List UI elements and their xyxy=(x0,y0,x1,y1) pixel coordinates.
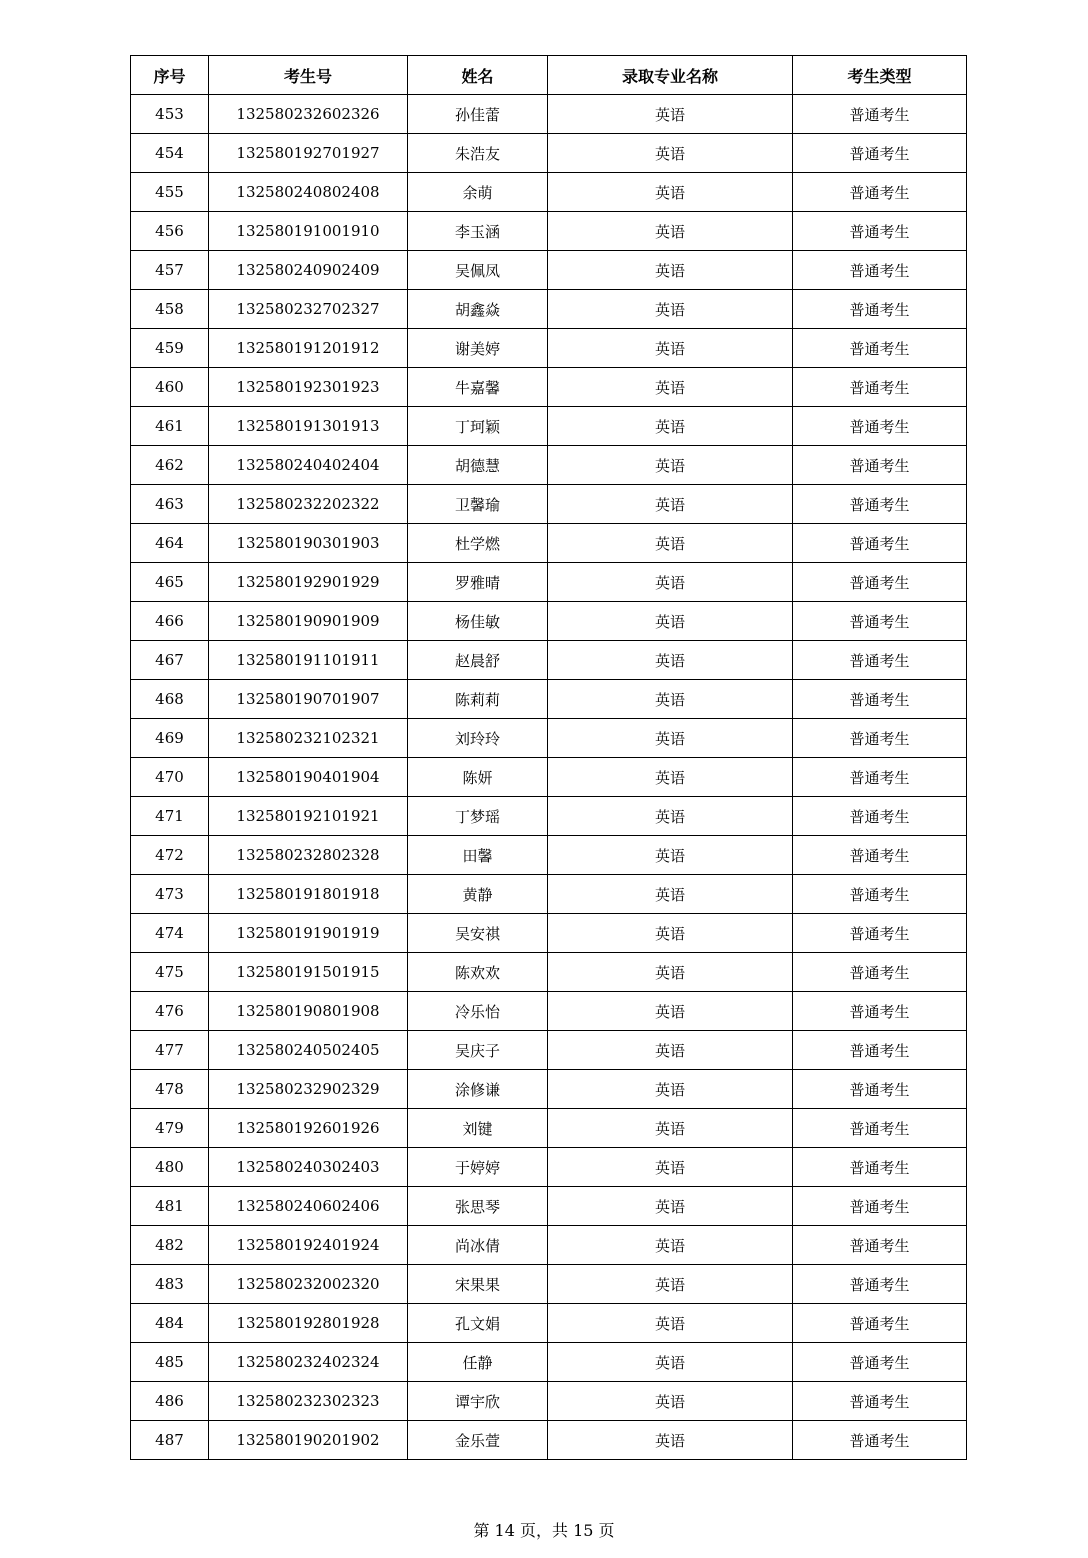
cell-candidate-number: 132580240302403 xyxy=(209,1148,408,1187)
table-row xyxy=(131,836,967,875)
table-row xyxy=(131,1421,967,1460)
table-row xyxy=(131,602,967,641)
admission-table xyxy=(130,55,967,1460)
cell-serial: 453 xyxy=(131,95,209,134)
cell-candidate-number: 132580192301923 xyxy=(209,368,408,407)
cell-candidate-number: 132580190301903 xyxy=(209,524,408,563)
cell-candidate-number: 132580191001910 xyxy=(209,212,408,251)
cell-serial: 456 xyxy=(131,212,209,251)
cell-candidate-number: 132580240502405 xyxy=(209,1031,408,1070)
table-row xyxy=(131,134,967,173)
cell-major: 英语 xyxy=(548,1226,793,1265)
cell-serial: 465 xyxy=(131,563,209,602)
cell-major: 英语 xyxy=(548,992,793,1031)
cell-serial: 466 xyxy=(131,602,209,641)
table-row xyxy=(131,953,967,992)
cell-serial: 472 xyxy=(131,836,209,875)
cell-candidate-type: 普通考生 xyxy=(793,446,967,485)
cell-candidate-type: 普通考生 xyxy=(793,1148,967,1187)
cell-major: 英语 xyxy=(548,134,793,173)
table-row xyxy=(131,1265,967,1304)
cell-name: 陈妍 xyxy=(408,758,548,797)
cell-candidate-number: 132580232602326 xyxy=(209,95,408,134)
cell-name: 杜学燃 xyxy=(408,524,548,563)
cell-serial: 483 xyxy=(131,1265,209,1304)
cell-serial: 464 xyxy=(131,524,209,563)
cell-serial: 459 xyxy=(131,329,209,368)
cell-serial: 475 xyxy=(131,953,209,992)
cell-name: 卫馨瑜 xyxy=(408,485,548,524)
table-row xyxy=(131,1031,967,1070)
cell-serial: 482 xyxy=(131,1226,209,1265)
cell-name: 黄静 xyxy=(408,875,548,914)
cell-candidate-number: 132580232702327 xyxy=(209,290,408,329)
cell-candidate-type: 普通考生 xyxy=(793,212,967,251)
cell-candidate-type: 普通考生 xyxy=(793,953,967,992)
cell-candidate-type: 普通考生 xyxy=(793,758,967,797)
cell-name: 牛嘉馨 xyxy=(408,368,548,407)
cell-candidate-number: 132580192601926 xyxy=(209,1109,408,1148)
cell-candidate-type: 普通考生 xyxy=(793,836,967,875)
cell-serial: 487 xyxy=(131,1421,209,1460)
cell-name: 谭宇欣 xyxy=(408,1382,548,1421)
cell-candidate-type: 普通考生 xyxy=(793,992,967,1031)
cell-serial: 458 xyxy=(131,290,209,329)
cell-candidate-type: 普通考生 xyxy=(793,329,967,368)
cell-major: 英语 xyxy=(548,446,793,485)
table-row xyxy=(131,1304,967,1343)
cell-serial: 473 xyxy=(131,875,209,914)
cell-candidate-type: 普通考生 xyxy=(793,1382,967,1421)
cell-candidate-number: 132580190901909 xyxy=(209,602,408,641)
cell-name: 吴安祺 xyxy=(408,914,548,953)
cell-candidate-type: 普通考生 xyxy=(793,719,967,758)
table-row xyxy=(131,446,967,485)
cell-candidate-number: 132580240602406 xyxy=(209,1187,408,1226)
cell-name: 赵晨舒 xyxy=(408,641,548,680)
table-row xyxy=(131,1187,967,1226)
cell-name: 胡德慧 xyxy=(408,446,548,485)
table-header-row xyxy=(131,56,967,95)
table-row xyxy=(131,992,967,1031)
cell-candidate-number: 132580192701927 xyxy=(209,134,408,173)
cell-candidate-type: 普通考生 xyxy=(793,1343,967,1382)
cell-serial: 478 xyxy=(131,1070,209,1109)
cell-candidate-number: 132580191101911 xyxy=(209,641,408,680)
cell-major: 英语 xyxy=(548,95,793,134)
cell-candidate-type: 普通考生 xyxy=(793,134,967,173)
cell-major: 英语 xyxy=(548,1343,793,1382)
cell-name: 刘键 xyxy=(408,1109,548,1148)
table-row xyxy=(131,251,967,290)
cell-serial: 469 xyxy=(131,719,209,758)
cell-name: 丁梦瑶 xyxy=(408,797,548,836)
cell-major: 英语 xyxy=(548,485,793,524)
cell-major: 英语 xyxy=(548,1187,793,1226)
table-row xyxy=(131,212,967,251)
cell-major: 英语 xyxy=(548,836,793,875)
table-row xyxy=(131,1343,967,1382)
cell-major: 英语 xyxy=(548,212,793,251)
cell-candidate-number: 132580192901929 xyxy=(209,563,408,602)
table-row xyxy=(131,173,967,212)
table-row xyxy=(131,680,967,719)
table-row xyxy=(131,485,967,524)
header-major: 录取专业名称 xyxy=(548,56,793,95)
cell-candidate-number: 132580190201902 xyxy=(209,1421,408,1460)
cell-serial: 481 xyxy=(131,1187,209,1226)
cell-candidate-number: 132580191301913 xyxy=(209,407,408,446)
table-row xyxy=(131,914,967,953)
cell-major: 英语 xyxy=(548,524,793,563)
cell-name: 杨佳敏 xyxy=(408,602,548,641)
table-body xyxy=(131,95,967,1460)
cell-serial: 474 xyxy=(131,914,209,953)
cell-name: 吴庆子 xyxy=(408,1031,548,1070)
cell-candidate-type: 普通考生 xyxy=(793,1109,967,1148)
cell-candidate-type: 普通考生 xyxy=(793,1304,967,1343)
cell-name: 丁珂颖 xyxy=(408,407,548,446)
table-row xyxy=(131,1148,967,1187)
cell-major: 英语 xyxy=(548,641,793,680)
cell-serial: 476 xyxy=(131,992,209,1031)
cell-major: 英语 xyxy=(548,1070,793,1109)
cell-major: 英语 xyxy=(548,1304,793,1343)
page-footer: 第 14 页，共 15 页 xyxy=(473,1521,615,1540)
cell-major: 英语 xyxy=(548,368,793,407)
table-row xyxy=(131,290,967,329)
cell-candidate-type: 普通考生 xyxy=(793,407,967,446)
table-row xyxy=(131,368,967,407)
cell-major: 英语 xyxy=(548,1421,793,1460)
cell-name: 罗雅晴 xyxy=(408,563,548,602)
cell-serial: 457 xyxy=(131,251,209,290)
header-candidate-type: 考生类型 xyxy=(793,56,967,95)
cell-candidate-type: 普通考生 xyxy=(793,1031,967,1070)
cell-name: 谢美婷 xyxy=(408,329,548,368)
table-row xyxy=(131,797,967,836)
cell-name: 孙佳蕾 xyxy=(408,95,548,134)
cell-candidate-type: 普通考生 xyxy=(793,797,967,836)
cell-major: 英语 xyxy=(548,680,793,719)
cell-serial: 467 xyxy=(131,641,209,680)
cell-serial: 477 xyxy=(131,1031,209,1070)
cell-candidate-type: 普通考生 xyxy=(793,524,967,563)
table-row xyxy=(131,1226,967,1265)
cell-candidate-type: 普通考生 xyxy=(793,1421,967,1460)
cell-serial: 460 xyxy=(131,368,209,407)
cell-name: 田馨 xyxy=(408,836,548,875)
cell-name: 金乐萱 xyxy=(408,1421,548,1460)
cell-candidate-number: 132580240802408 xyxy=(209,173,408,212)
cell-major: 英语 xyxy=(548,407,793,446)
cell-name: 冷乐怡 xyxy=(408,992,548,1031)
cell-serial: 485 xyxy=(131,1343,209,1382)
table-row xyxy=(131,524,967,563)
cell-candidate-type: 普通考生 xyxy=(793,368,967,407)
cell-candidate-number: 132580232002320 xyxy=(209,1265,408,1304)
cell-major: 英语 xyxy=(548,602,793,641)
cell-candidate-number: 132580190401904 xyxy=(209,758,408,797)
cell-candidate-type: 普通考生 xyxy=(793,1187,967,1226)
cell-name: 任静 xyxy=(408,1343,548,1382)
cell-candidate-type: 普通考生 xyxy=(793,1070,967,1109)
cell-serial: 480 xyxy=(131,1148,209,1187)
cell-name: 宋果果 xyxy=(408,1265,548,1304)
cell-major: 英语 xyxy=(548,1265,793,1304)
cell-major: 英语 xyxy=(548,290,793,329)
table-row xyxy=(131,1109,967,1148)
table-row xyxy=(131,758,967,797)
table-row xyxy=(131,719,967,758)
cell-name: 朱浩友 xyxy=(408,134,548,173)
cell-candidate-type: 普通考生 xyxy=(793,563,967,602)
table-row xyxy=(131,407,967,446)
cell-major: 英语 xyxy=(548,1109,793,1148)
cell-candidate-number: 132580191901919 xyxy=(209,914,408,953)
cell-major: 英语 xyxy=(548,329,793,368)
cell-major: 英语 xyxy=(548,719,793,758)
cell-candidate-number: 132580192101921 xyxy=(209,797,408,836)
cell-name: 尚冰倩 xyxy=(408,1226,548,1265)
cell-name: 李玉涵 xyxy=(408,212,548,251)
cell-serial: 462 xyxy=(131,446,209,485)
cell-candidate-number: 132580240402404 xyxy=(209,446,408,485)
table-row xyxy=(131,875,967,914)
table-row xyxy=(131,95,967,134)
cell-candidate-number: 132580232102321 xyxy=(209,719,408,758)
cell-serial: 461 xyxy=(131,407,209,446)
cell-serial: 486 xyxy=(131,1382,209,1421)
cell-candidate-type: 普通考生 xyxy=(793,173,967,212)
cell-candidate-type: 普通考生 xyxy=(793,914,967,953)
cell-candidate-number: 132580232302323 xyxy=(209,1382,408,1421)
cell-serial: 471 xyxy=(131,797,209,836)
cell-major: 英语 xyxy=(548,797,793,836)
cell-name: 余萌 xyxy=(408,173,548,212)
cell-name: 陈欢欢 xyxy=(408,953,548,992)
cell-major: 英语 xyxy=(548,1031,793,1070)
cell-major: 英语 xyxy=(548,1148,793,1187)
cell-candidate-number: 132580232902329 xyxy=(209,1070,408,1109)
cell-serial: 479 xyxy=(131,1109,209,1148)
cell-major: 英语 xyxy=(548,1382,793,1421)
cell-candidate-number: 132580232202322 xyxy=(209,485,408,524)
cell-candidate-type: 普通考生 xyxy=(793,602,967,641)
cell-candidate-number: 132580191501915 xyxy=(209,953,408,992)
cell-name: 刘玲玲 xyxy=(408,719,548,758)
cell-name: 孔文娟 xyxy=(408,1304,548,1343)
cell-candidate-number: 132580191801918 xyxy=(209,875,408,914)
cell-name: 涂修谦 xyxy=(408,1070,548,1109)
cell-candidate-number: 132580232802328 xyxy=(209,836,408,875)
cell-name: 于婷婷 xyxy=(408,1148,548,1187)
cell-candidate-number: 132580191201912 xyxy=(209,329,408,368)
cell-name: 陈莉莉 xyxy=(408,680,548,719)
cell-candidate-type: 普通考生 xyxy=(793,680,967,719)
cell-major: 英语 xyxy=(548,173,793,212)
cell-candidate-type: 普通考生 xyxy=(793,95,967,134)
cell-candidate-type: 普通考生 xyxy=(793,1265,967,1304)
cell-major: 英语 xyxy=(548,251,793,290)
cell-serial: 468 xyxy=(131,680,209,719)
cell-candidate-type: 普通考生 xyxy=(793,485,967,524)
cell-major: 英语 xyxy=(548,758,793,797)
cell-candidate-number: 132580232402324 xyxy=(209,1343,408,1382)
table-row xyxy=(131,641,967,680)
cell-serial: 455 xyxy=(131,173,209,212)
header-candidate-number: 考生号 xyxy=(209,56,408,95)
cell-candidate-type: 普通考生 xyxy=(793,290,967,329)
cell-candidate-type: 普通考生 xyxy=(793,641,967,680)
table-row xyxy=(131,329,967,368)
header-name: 姓名 xyxy=(408,56,548,95)
admission-table-container xyxy=(130,55,966,1460)
cell-serial: 454 xyxy=(131,134,209,173)
cell-name: 张思琴 xyxy=(408,1187,548,1226)
table-row xyxy=(131,1070,967,1109)
cell-serial: 470 xyxy=(131,758,209,797)
header-serial: 序号 xyxy=(131,56,209,95)
cell-candidate-type: 普通考生 xyxy=(793,875,967,914)
cell-candidate-number: 132580190801908 xyxy=(209,992,408,1031)
cell-serial: 484 xyxy=(131,1304,209,1343)
cell-candidate-number: 132580190701907 xyxy=(209,680,408,719)
cell-major: 英语 xyxy=(548,875,793,914)
cell-name: 胡鑫焱 xyxy=(408,290,548,329)
cell-major: 英语 xyxy=(548,914,793,953)
cell-name: 吴佩凤 xyxy=(408,251,548,290)
cell-candidate-number: 132580192401924 xyxy=(209,1226,408,1265)
table-row xyxy=(131,1382,967,1421)
cell-major: 英语 xyxy=(548,953,793,992)
cell-major: 英语 xyxy=(548,563,793,602)
cell-candidate-number: 132580240902409 xyxy=(209,251,408,290)
table-row xyxy=(131,563,967,602)
cell-candidate-type: 普通考生 xyxy=(793,251,967,290)
cell-serial: 463 xyxy=(131,485,209,524)
cell-candidate-type: 普通考生 xyxy=(793,1226,967,1265)
cell-candidate-number: 132580192801928 xyxy=(209,1304,408,1343)
